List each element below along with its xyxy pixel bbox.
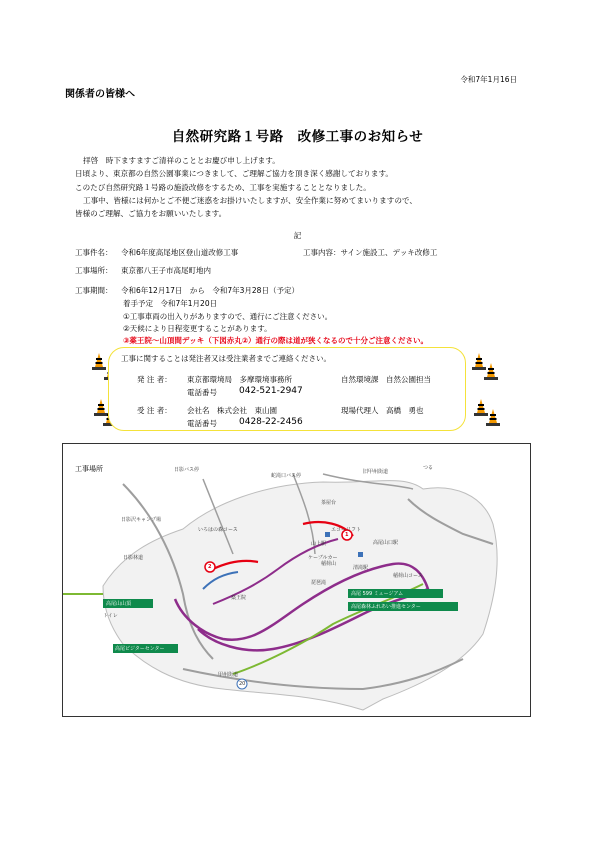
- body-line: 皆様のご理解、ご協力をお願いいたします。: [75, 209, 227, 219]
- work-period-row: [75, 285, 299, 296]
- work-name-row: [75, 247, 238, 258]
- map-label: 高尾 599 ミュージアム: [351, 591, 404, 597]
- work-content: 工事内容：サイン施設工、デッキ改修工: [303, 248, 438, 257]
- work-name-value: 令和6年度高尾地区登山道改修工事: [121, 248, 239, 257]
- map-label: 甲州街道: [218, 672, 239, 678]
- work-place-row: [75, 265, 211, 276]
- work-period-label: 工事期間：: [75, 286, 113, 295]
- map-label: 高尾森林ふれあい推進センター: [351, 604, 421, 610]
- work-place-label: 工事場所：: [75, 266, 113, 275]
- map-label: 稲荷山コース: [393, 573, 423, 579]
- map-title: 工事場所: [75, 465, 103, 473]
- traffic-cone-icon: [482, 408, 504, 430]
- orderer-tel-label: 電話番号: [187, 388, 217, 397]
- greeting-body: [75, 154, 535, 220]
- body-line: 日頃より、東京都の自然公園事業につきまして、ご理解ご協力を頂き深く感謝しております。: [75, 169, 394, 179]
- map-label: ケーブルカー: [308, 555, 338, 561]
- note-1: ①工事車両の出入りがありますので、通行にご注意ください。: [123, 312, 333, 321]
- orderer-label: 発 注 者：: [137, 375, 172, 384]
- station-marker: [325, 532, 330, 537]
- map-label: 旧甲州街道: [363, 469, 389, 475]
- body-line: 拝啓 時下ますますご清祥のこととお慶び申し上げます。: [83, 156, 280, 165]
- map-label: 山上駅: [311, 541, 327, 547]
- contractor-tel-label: 電話番号: [187, 419, 217, 428]
- orderer-name: 東京都環境局 多摩環境事務所: [187, 375, 292, 384]
- contact-intro: 工事に関することは発注者又は受注業者までご連絡ください。: [121, 354, 331, 363]
- addressee: 関係者の皆様へ: [65, 89, 135, 100]
- map-label: 琵琶滝: [311, 580, 327, 586]
- work-site-2-label: 2: [208, 564, 212, 570]
- map-label: エコーリフト: [331, 527, 362, 533]
- work-site-1-label: 1: [345, 532, 349, 538]
- map-label: つる: [423, 465, 434, 471]
- map-label: 日影沢キャンプ場: [121, 517, 162, 523]
- map-label: いろはの森コース: [198, 527, 238, 533]
- page-title: 自然研究路１号路 改修工事のお知らせ: [171, 129, 424, 145]
- site-map: [62, 443, 531, 717]
- body-line: このたび自然研究路１号路の施設改修をするため、工事を実施することとなりました。: [75, 182, 371, 192]
- map-label: トイレ: [103, 613, 118, 619]
- map-label: 薬王院: [231, 595, 247, 601]
- map-label: 高尾山口駅: [373, 540, 399, 546]
- work-place-value: 東京都八王子市高尾町地内: [121, 266, 211, 275]
- station-marker: [358, 552, 363, 557]
- work-period-value: 令和6年12月17日 から 令和7年3月28日（予定）: [121, 286, 299, 295]
- contractor-rep: 現場代理人 高橋 勇也: [341, 406, 424, 415]
- traffic-cone-icon: [480, 362, 502, 384]
- orderer-dept: 自然環境課 自然公園担当: [341, 375, 431, 384]
- work-start: 着手予定 令和7年1月20日: [123, 299, 218, 308]
- contractor-tel: 0428-22-2456: [239, 417, 303, 427]
- map-label: 日影バス停: [174, 467, 200, 473]
- map-label: 高尾ビジターセンター: [115, 646, 165, 652]
- orderer-tel: 042-521-2947: [239, 386, 303, 396]
- work-name-label: 工事件名：: [75, 248, 113, 257]
- note-2: ②天候により日程変更することがあります。: [123, 324, 272, 333]
- contact-box: [108, 347, 466, 431]
- route-20-label: 20: [239, 681, 246, 687]
- contractor-label: 受 注 者：: [137, 406, 172, 415]
- contractor-name: 会社名 株式会社 東山園: [187, 406, 277, 415]
- issue-date: 令和7年1月16日: [460, 75, 517, 84]
- map-label: 清滝駅: [353, 565, 369, 571]
- map-label: 稲荷山: [321, 561, 337, 567]
- map-label: 高尾山山頂: [106, 601, 132, 607]
- map-label: 茶屋台: [321, 500, 337, 506]
- ki-heading: 記: [293, 231, 302, 240]
- map-drawing: [63, 444, 530, 716]
- map-label: 日影林道: [123, 555, 144, 561]
- body-line: 工事中、皆様には何かとご不便ご迷惑をお掛けいたしますが、安全作業に努めてまいりますので、: [83, 195, 417, 205]
- note-3-warning: ③薬王院～山頂間デッキ（下図赤丸②）通行の際は道が狭くなるので十分ご注意ください。: [123, 336, 429, 345]
- map-label: 蛇滝口バス停: [271, 473, 302, 479]
